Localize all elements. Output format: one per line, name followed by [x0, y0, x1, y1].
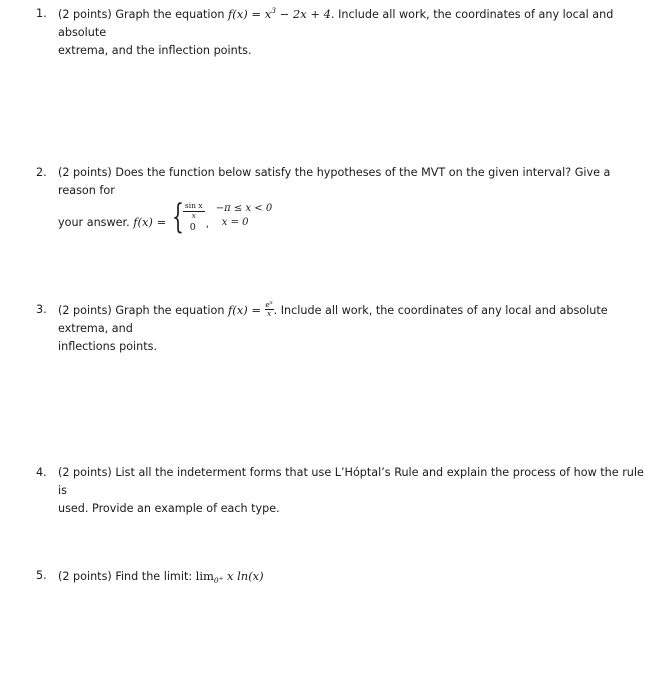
problem-body: [58, 164, 646, 236]
problem-text: . Include all work, the coordinates of any local and absolute extrema, and: [58, 304, 608, 335]
problem-text: Graph the equation: [115, 304, 229, 317]
problem-5: [36, 567, 646, 586]
problem-line: [58, 197, 646, 237]
fraction: [183, 202, 205, 220]
problem-points: (2 points): [58, 166, 112, 179]
problem-2: [36, 164, 646, 236]
limit-direction: +: [218, 576, 224, 582]
fraction-denominator: x: [191, 211, 196, 220]
limit-function: x ln(x): [223, 569, 264, 583]
problem-1: [36, 5, 646, 60]
problem-text: Does the function below satisfy the hypotheses of the MVT on the given interval? Give a reason for: [58, 166, 611, 197]
problem-points: (2 points): [58, 8, 112, 21]
problem-number: 3.: [36, 303, 47, 316]
numerator-exponent: x: [269, 299, 273, 306]
condition-2: x = 0: [221, 217, 249, 228]
problem-text: inflections points.: [58, 340, 158, 353]
problem-text: Find the limit:: [115, 570, 196, 583]
problem-number: 5.: [36, 569, 47, 582]
problem-text: List all the indeterment forms that use L’Hóptal’s Rule and explain the process of how the rule is: [58, 466, 644, 497]
problem-points: (2 points): [58, 304, 112, 317]
comma: ,: [205, 219, 209, 230]
limit-expression: [196, 569, 264, 583]
brace-icon: {: [171, 197, 184, 237]
piecewise-function: [171, 197, 273, 237]
problem-body: [58, 567, 646, 586]
problem-body: [58, 464, 646, 518]
problem-3: [36, 301, 646, 356]
numerator-base: e: [265, 299, 270, 309]
problem-body: [58, 5, 646, 60]
problem-text: your answer.: [58, 216, 134, 229]
equation-lhs: f(x) =: [133, 215, 167, 229]
equation-lhs: f(x) =: [228, 303, 262, 317]
condition-1: −π ≤ x < 0: [215, 203, 273, 214]
problem-text: used. Provide an example of each type.: [58, 502, 280, 515]
problem-text: extrema, and the inflection points.: [58, 44, 252, 57]
equation-lhs: f(x) = x: [228, 7, 272, 21]
fraction-denominator: x: [267, 308, 272, 318]
equation-exponent: 3: [271, 6, 276, 15]
limit-operator: lim: [195, 569, 214, 583]
limit-subscript: [214, 576, 223, 585]
problem-text: Graph the equation: [115, 8, 229, 21]
problem-4: [36, 464, 646, 518]
equation: [228, 7, 331, 21]
problem-number: 2.: [36, 166, 47, 179]
piece-value-zero: 0: [189, 222, 196, 233]
problem-points: (2 points): [58, 570, 112, 583]
fraction-numerator: sin x: [183, 202, 205, 212]
equation-rest: − 2x + 4: [275, 7, 331, 21]
problem-points: (2 points): [58, 466, 112, 479]
problem-number: 1.: [36, 7, 47, 20]
problem-number: 4.: [36, 466, 47, 479]
limit-approach-value: 0: [213, 576, 219, 585]
problem-body: [58, 301, 646, 356]
problem-text: . Include all work, the coordinates of any local and absolute: [58, 8, 614, 39]
fraction: [265, 301, 274, 318]
